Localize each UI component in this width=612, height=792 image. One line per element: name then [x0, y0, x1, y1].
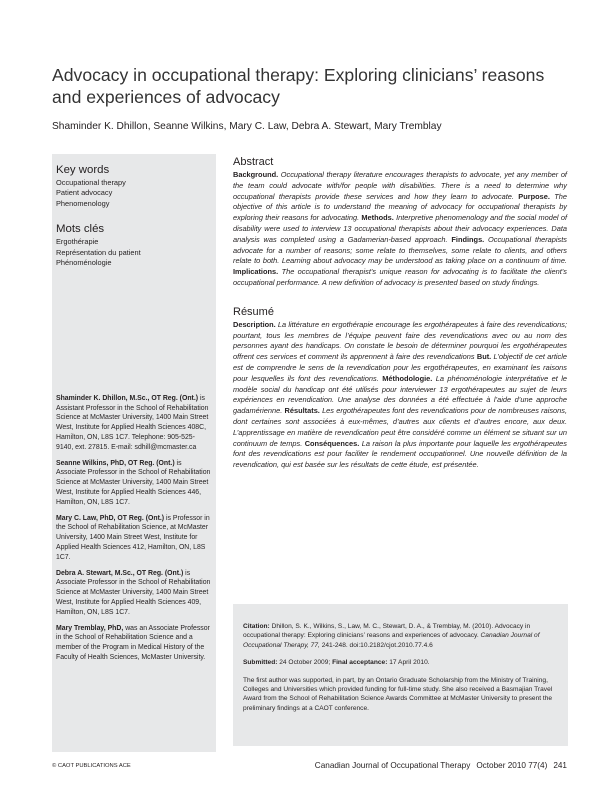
consequences-text: La raison la plus importante pour laquelle les ergothérapeutes font des revendications est pour faciliter le rendement occupationnel. Une nouvelle définition de la revendication, qui est basée sur les résultats de cette étude, est présentée. [233, 438, 567, 470]
page-number: 241 [553, 761, 567, 770]
citation-journal: Canadian Journal of Occupational Therapy, 77, [243, 632, 540, 649]
footer-copyright: © CAOT PUBLICATIONS ACE [52, 763, 131, 769]
methodologie-text: La phénoménologie interprétative et le modèle social du handicap ont été utilisés pour interviewer 13 ergothérapeutes au sujet de leurs expériences en revendication. Une analyse des données a été effectuée à l’aide d’une approche gadamérienne. [233, 373, 568, 416]
resume-text [233, 320, 567, 471]
resultats-text: Les ergothérapeutes font des revendications pour de nombreuses raisons, dont certaines sont associées à eux-mêmes, d’autres aux clients et d’autres encore, aux deux. L’apprentissage en matière de revendication peut être considéré comme un élément se situant sur un continuum de temps. [233, 406, 568, 448]
implications-text: The occupational therapist’s unique reason for advocating is to facilitate the client’s occupational performance. A new definition of advocacy is presented based on study findings. [233, 267, 567, 287]
background-text: Occupational therapy literature encourages therapists to advocate, yet any member of the team could advocate with/for people with disabilities. There is a need to determine why occupational therapists provide these services and how they learn to advocate. [233, 170, 567, 201]
methods-label: Methods. [361, 213, 394, 223]
abstract-heading: Abstract [233, 156, 274, 168]
submitted-date: 24 October 2009; [277, 659, 333, 667]
description-label: Description. [233, 319, 276, 329]
affiliation-entry [56, 569, 212, 618]
keywords-list [56, 178, 214, 209]
abstract-text [233, 170, 567, 289]
citation-box [233, 604, 568, 746]
affiliation-text: is Assistant Professor in the School of Rehabilitation Science at McMaster University, 1400 Main Street West, Institute for Applied Health Sciences 408C, Hamilton, ON, L8S 1C7. Telephone: 905-525-9140, ext. 27815. E-mail: sdhill@mcmaster.ca [56, 395, 209, 451]
affiliation-name: Shaminder K. Dhillon, M.Sc., OT Reg. (Ont.) [56, 395, 199, 402]
sidebar-panel [52, 154, 216, 752]
citation-text: Dhillon, S. K., Wilkins, S., Law, M. C., Stewart, D. A., & Tremblay, M. (2010). Advocacy in occupational therapy: Exploring clinicians’ reasons and experiences of advocacy. [243, 623, 531, 640]
methods-text: Interpretive phenomenology and the social model of disability were used to interview 13 occupational therapists about their advocacy experiences. Data analysis was completed using a Gadamerian-based approach. [233, 213, 567, 244]
methodologie-label: Méthodologie. [382, 373, 433, 383]
affiliation-entry [56, 459, 212, 508]
findings-text: Occupational therapists advocate for a number of reasons; some relate to themselves, some relate to clients, and others relate to both. Learning about advocacy may be understood as taking place on a continuum of time. [233, 234, 567, 266]
description-text: La littérature en ergothérapie encourage les ergothérapeutes à faire des revendications; pourtant, tous les membres de l’équipe peuvent faire des revendications avec ou au nom des personnes ayant des handicaps. On constate le besoin de déterminer pourquoi les ergothérapeutes offrent ces services et comment ils apprennent à faire des revendications [233, 319, 567, 362]
citation-paragraph [243, 622, 558, 650]
resultats-label: Résultats. [284, 406, 320, 416]
affiliation-name: Mary C. Law, PhD, OT Reg. (Ont.) [56, 514, 165, 522]
affiliation-name: Mary Tremblay, PhD, [56, 624, 124, 632]
submission-dates [243, 658, 558, 667]
keywords-heading: Key words [56, 164, 110, 176]
but-label: But. [476, 352, 492, 362]
keyword-item: Patient advocacy [56, 188, 113, 198]
resume-heading: Résumé [233, 305, 274, 318]
article-title: Advocacy in occupational therapy: Exploring clinicians’ reasons and experiences of advocacy [52, 65, 545, 107]
funding-note: The first author was supported, in part, by an Ontario Graduate Scholarship from the Ministry of Training, Colleges and Universities which provided funding for full-time study. She also received a Basmajian Travel Award from the School of Rehabilitation Science Awards Committee at McMaster University to present the preliminary findings at a CAOT conference. [243, 676, 553, 712]
affiliation-text: is Associate Professor in the School of Rehabilitation Science at McMaster University, 1400 Main Street West, Institute for Applied Health Sciences 446, Hamilton, ON, L8S 1C7. [56, 459, 211, 506]
accepted-label: Final acceptance: [332, 659, 388, 667]
consequences-label: Conséquences. [304, 438, 360, 448]
affiliation-text: is Professor in the School of Rehabilitation Science, at McMaster University, 1400 Main Street West, Institute for Applied Health Sciences 412, Hamilton, ON, L8S 1C7. [56, 514, 210, 561]
footer-journal-info [298, 761, 567, 770]
motcle-item: Représentation du patient [56, 247, 141, 257]
footer-journal: Canadian Journal of Occupational Therapy [314, 761, 471, 770]
keyword-item: Occupational therapy [56, 178, 126, 187]
affiliation-entry [56, 394, 212, 452]
footer-issue: October 2010 77(4) [476, 761, 548, 770]
main-column [233, 156, 567, 471]
abstract-section [233, 156, 567, 289]
citation-tail: 241-248. doi:10.2182/cjot.2010.77.4.6 [319, 641, 433, 649]
citation-label: Citation: [243, 623, 270, 630]
resume-section [233, 306, 567, 471]
findings-label: Findings. [451, 234, 485, 244]
author-list: Shaminder K. Dhillon, Seanne Wilkins, Mary C. Law, Debra A. Stewart, Mary Tremblay [52, 121, 442, 132]
submitted-label: Submitted: [243, 659, 278, 667]
motscles-list [56, 237, 214, 268]
but-text: L’objectif de cet article est de comprendre le sens de la revendication pour les ergothérapeutes, en examinant les raisons pour lesquelles ils font des revendications. [233, 352, 567, 383]
affiliation-name: Debra A. Stewart, M.Sc., OT Reg. (Ont.) [56, 569, 184, 577]
keywords-section [56, 154, 214, 268]
affiliation-text: is Associate Professor in the School of Rehabilitation Science at McMaster University, 1400 Main Street West, Institute for Applied Health Sciences 409, Hamilton, ON, L8S 1C7. [56, 569, 211, 616]
affiliation-entry [56, 514, 212, 563]
keyword-item: Phenomenology [56, 198, 110, 208]
purpose-text: The objective of this article is to understand the meaning of advocacy for occupational therapists by exploring their reasons for advocating. [233, 191, 567, 223]
affiliation-entry [56, 624, 212, 663]
motcle-item: Phénoménologie [56, 258, 112, 268]
accepted-date: 17 April 2010. [387, 659, 430, 667]
purpose-label: Purpose. [518, 191, 550, 201]
motscles-heading: Mots clés [56, 223, 105, 236]
implications-label: Implications. [233, 267, 279, 277]
affiliation-name: Seanne Wilkins, PhD, OT Reg. (Ont.) [56, 459, 175, 467]
background-label: Background. [233, 170, 279, 179]
author-affiliations [56, 394, 212, 669]
motcle-item: Ergothérapie [56, 237, 99, 247]
affiliation-text: was an Associate Professor in the School of Rehabilitation Science and a member of the Program in Medical History of the Faculty of Health Sciences, McMaster University. [56, 624, 210, 661]
